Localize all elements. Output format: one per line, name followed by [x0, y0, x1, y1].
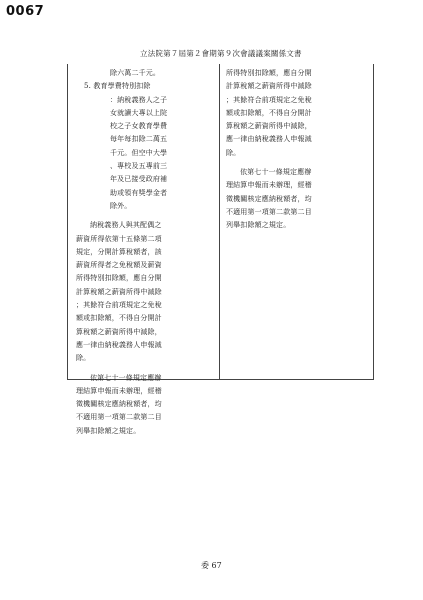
text-line: 算稅額之薪資所得中減除，: [76, 327, 162, 336]
document-header: 立法院第７屆第２會期第９次會議議案關係文書: [140, 49, 302, 58]
text-line: 除。: [76, 354, 91, 363]
right-column: [226, 67, 366, 233]
text-line: 所得特別扣除額，應自分開: [226, 69, 312, 77]
text-line: 規定，分開計算稅額者，該: [76, 247, 162, 256]
right-bottom-block: [226, 166, 366, 232]
page-number-top: 0067: [6, 4, 45, 19]
text-line: 年及已接受政府補: [110, 175, 168, 184]
text-line: 千元。但空中大學: [110, 148, 168, 157]
text-line: 不適用第一項第二款第二目: [76, 413, 162, 422]
left-bottom-block: [76, 372, 216, 438]
text-line: 列舉扣除額之規定。: [226, 221, 291, 230]
text-line: ：納稅義務人之子: [110, 95, 168, 104]
text-line: 理結算申報而未辦理，經稽: [76, 386, 162, 395]
text-line: 不適用第一項第二款第二目: [226, 207, 312, 216]
text-line: 算稅額之薪資所得中減除，: [226, 122, 312, 131]
text-line: ；其餘符合前項規定之免稅: [76, 301, 162, 310]
text-line: 女就讀大專以上院: [110, 108, 168, 117]
text-line: 計算稅額之薪資所得中減除: [226, 82, 312, 91]
text-line: 依第七十一條規定應辦: [240, 168, 312, 177]
right-top-block: [226, 67, 366, 160]
text-line: 、專校及五專前三: [110, 162, 168, 171]
text-line: 列舉扣除額之規定。: [76, 426, 141, 435]
text-line: 應一律由納稅義務人申報減: [226, 135, 312, 144]
text-line: 每年每扣除二萬五: [110, 135, 168, 144]
text-line: 助或領有獎學金者: [110, 188, 168, 197]
text-line: 校之子女教育學費: [110, 122, 168, 131]
column-divider: [219, 64, 220, 379]
text-line: 薪資所得依第十五條第二項: [76, 234, 162, 243]
text-line: 額或扣除額，不得自分開計: [226, 108, 312, 117]
left-top-block: [76, 67, 216, 213]
left-mid-block: [76, 219, 216, 365]
text-line: 薪資所得者之免稅額及薪資: [76, 261, 162, 270]
text-line: 5. 教育學費特別扣除: [84, 82, 151, 91]
text-line: 計算稅額之薪資所得中減除: [76, 287, 162, 296]
left-column: [76, 67, 216, 438]
text-line: 應一律由納稅義務人申報減: [76, 340, 162, 349]
text-line: 依第七十一條規定應辦: [90, 373, 162, 382]
text-line: 除外。: [110, 201, 132, 210]
text-line: 所得特別扣除額，應自分開: [76, 274, 162, 283]
text-line: 納稅義務人與其配偶之: [90, 221, 162, 230]
text-line: 除六萬二千元。: [110, 69, 161, 77]
footer-page-label: 委 67: [201, 561, 222, 570]
comparison-table: [67, 64, 374, 435]
text-line: 理結算申報而未辦理，經稽: [226, 181, 312, 190]
text-line: 徵機關核定應納稅額者，均: [76, 400, 162, 409]
text-line: ；其餘符合前項規定之免稅: [226, 95, 312, 104]
text-line: 除。: [226, 148, 241, 157]
text-line: 徵機關核定應納稅額者，均: [226, 194, 312, 203]
text-line: 額或扣除額，不得自分開計: [76, 314, 162, 323]
